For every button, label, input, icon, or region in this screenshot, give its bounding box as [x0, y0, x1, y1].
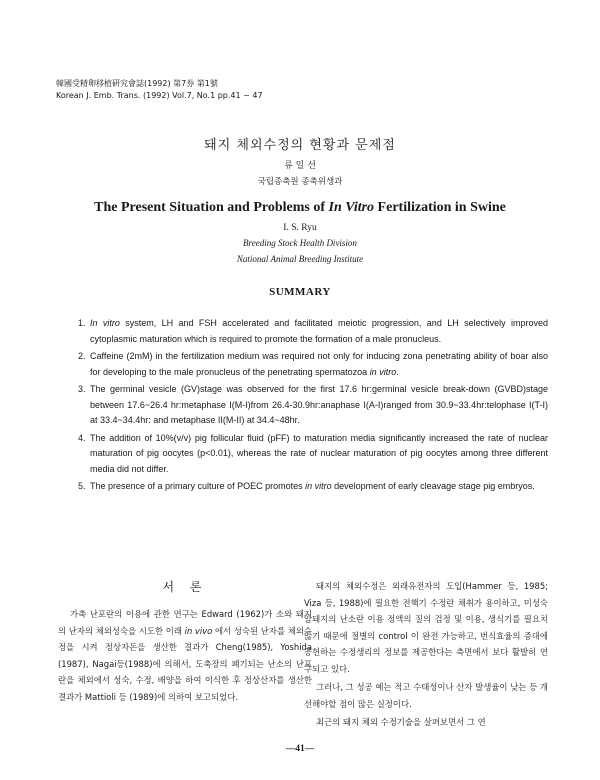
summary-item-number: 5. [78, 481, 86, 491]
right-column [304, 578, 548, 733]
summary-item [78, 431, 548, 478]
korean-author: 류 일 선 [284, 161, 316, 171]
english-affiliation-division: Breeding Stock Health Division [243, 238, 357, 248]
korean-affiliation: 국립종축원 종축위생과 [257, 177, 343, 187]
english-title-before: The Present Situation and Problems of [94, 200, 329, 215]
summary-item-number: 3. [78, 384, 86, 394]
english-affiliation-institute: National Animal Breeding Institute [236, 254, 364, 264]
summary-item [78, 382, 548, 429]
summary-item-text: The addition of 10%(v/v) pig follicular fluid (pFF) to maturation media significantly increased the rate of nuclear maturation of pig oocytes (p<0.01), whereas the rate of nuclear maturation of pig oocytes among three different media did not differ. [90, 432, 548, 474]
english-title-after: Fertilization in Swine [374, 200, 506, 215]
summary-item-text: The germinal vesicle (GV)stage was observed for the first 17.6 hr:germinal vesicle break-down (GVBD)stage between 17.6~26.4 hr:metaphase I(M-I)from 26.4-30.9hr:anaphase I(A-I)ranged from 30.9~33.4hr:telophase I(T-I) at 33.4~34.4hr: and metaphase II(M-II) at 34.4~48hr. [90, 384, 548, 425]
intro-paragraph-end: 에서 성숙된 난자를 체외수정을 시켜 정상자돈을 생산한 결과가 Cheng(1985), Yoshida (1987), Nagai등(1988)에 의해서, 도축장의 폐기되는 난소의 난포란을 체외에서 성숙, 수정, 배양을 하여 이식한 후 정상산자를 생산한 결과가 Mattioli 등 (1989)에 의하여 보고되었다. [58, 625, 312, 702]
english-author: I. S. Ryu [283, 223, 317, 233]
page-number: —41— [285, 744, 315, 754]
summary-item [78, 316, 548, 347]
summary-item-number: 1. [78, 318, 86, 328]
summary-heading: SUMMARY [269, 286, 331, 298]
summary-item-italic: In vitro [90, 318, 120, 328]
summary-item-number: 4. [78, 432, 86, 443]
journal-english-citation: Korean J. Emb. Trans. (1992) Vol.7, No.1 pp.41 ~ 47 [56, 91, 263, 100]
summary-item [78, 349, 548, 380]
summary-item-text: system, LH and FSH accelerated and facilitated meiotic progression, and LH selectively improved cytoplasmic maturation which is required to promote the formation of a male pronucleus. [90, 318, 548, 344]
summary-item [78, 479, 548, 495]
intro-paragraph-italic: in vivo [184, 625, 213, 636]
body-paragraph: 돼지의 체외수정은 외래유전자의 도입(Hammer 등, 1985; Viza 등, 1988)에 필요한 전핵기 수정란 채취가 용이하고, 미성숙 암돼지의 난소란 이용 정액의 질의 검정 및 이용, 생식기를 필요치 않기 때문에 절별의 control 이 완전 가능하고, 번식효율의 증대에 공헌하는 수정생리의 정보를 제공한다는 측면에서 보다 활발히 연구되고 있다. [304, 581, 548, 674]
body-paragraph: 최근의 돼지 체외 수정기술을 살펴보면서 그 연 [316, 717, 486, 727]
left-column [58, 578, 312, 707]
summary-item-text: Caffeine (2mM) in the fertilization medium was required not only for inducing zona penetrating ability of boar also for developing to the male pronucleus of the penetrating spermatozoa [90, 351, 548, 377]
intro-paragraph-start: 가축 난포란의 이용에 관한 연구는 Edward (1962)가 소와 돼지의 난자의 체외성숙을 시도한 이래 [58, 609, 312, 636]
intro-paragraph [58, 606, 312, 705]
summary-item-italic: in vitro [369, 366, 397, 377]
english-title [0, 200, 600, 216]
english-title-italic: In Vitro [328, 200, 375, 215]
summary-item-text-end: development of early cleavage stage pig embryos. [331, 481, 535, 491]
korean-title: 돼지 체외수정의 현황과 문제점 [204, 138, 396, 153]
summary-item-number: 2. [78, 351, 86, 361]
summary-list [78, 316, 548, 497]
journal-header [56, 78, 263, 102]
summary-item-text-end: . [396, 366, 399, 377]
journal-korean-citation: 韓國受精卵移植硏究會誌(1992) 第7券 第1號 [56, 79, 218, 88]
introduction-heading: 서 론 [162, 580, 208, 594]
body-paragraph: 그러나, 그 성공 예는 적고 수태성이나 산자 발생율이 낮는 등 개선해야할 점이 많은 실정이다. [304, 682, 548, 709]
summary-item-text: The presence of a primary culture of POEC promotes [90, 481, 306, 491]
summary-item-italic: in vitro [305, 481, 332, 491]
